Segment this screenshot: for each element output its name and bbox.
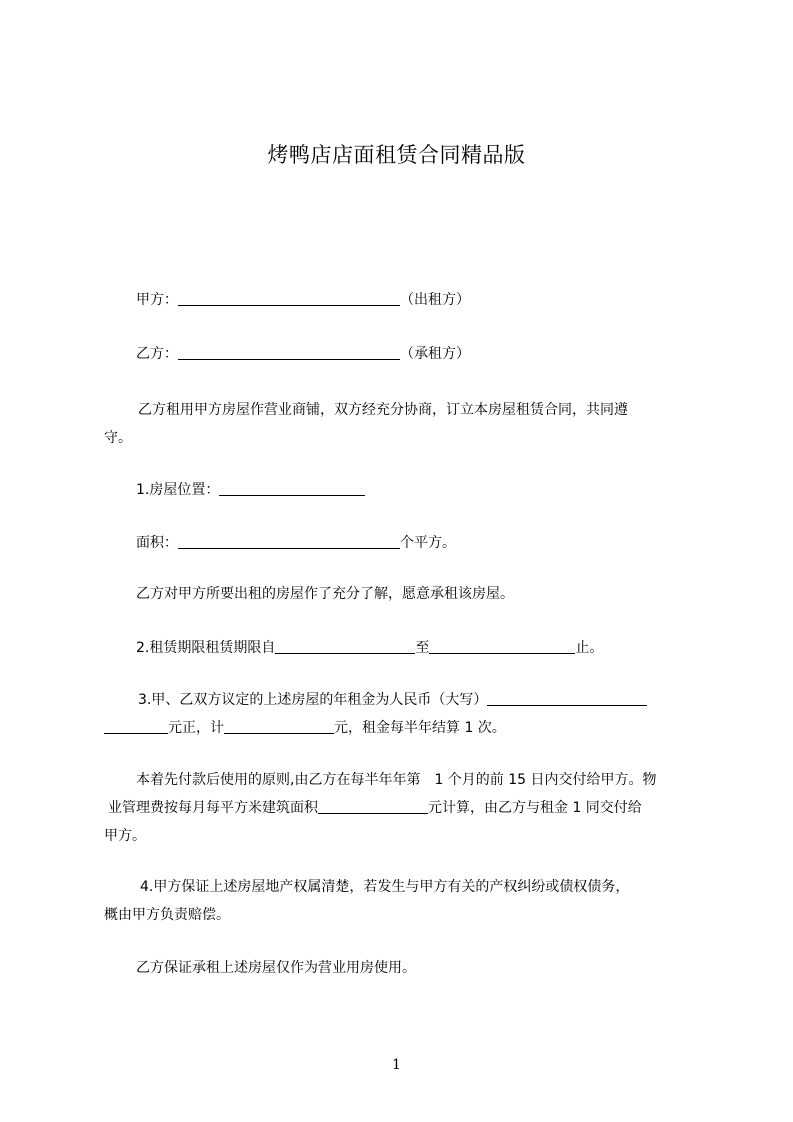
intro-line-1: 乙方租用甲方房屋作营业商铺，双方经充分协商，订立本房屋租赁合同，共同遵	[138, 402, 628, 418]
clause-2-label: 2.租赁期限租赁期限自	[136, 640, 276, 656]
party-a-blank	[178, 290, 400, 306]
management-fee-blank	[318, 798, 428, 814]
clause-2-to: 至	[415, 640, 430, 656]
party-b-role: （承租方）	[400, 346, 470, 362]
area-unit: 个平方。	[400, 535, 456, 551]
term-end-blank	[429, 638, 575, 654]
document-title: 烤鸭店店面租赁合同精品版	[267, 143, 526, 167]
clause-3-tail: 元，租金每半年结算 1 次。	[334, 720, 506, 736]
area-line	[104, 529, 704, 557]
clause-1-location	[104, 476, 704, 504]
payment-line-3: 甲方。	[104, 828, 146, 844]
rent-uppercase-blank-2	[104, 718, 168, 734]
intro-paragraph	[104, 396, 704, 452]
rent-amount-blank	[224, 718, 334, 734]
party-b-line	[104, 340, 704, 368]
usage-line	[104, 954, 704, 982]
party-a-label: 甲方：	[136, 292, 178, 308]
payment-line-1: 本着先付款后使用的原则,由乙方在每半年年第 1 个月的前 15 日内交付给甲方。物	[136, 772, 657, 788]
party-b-blank	[178, 344, 400, 360]
payment-line-2-head: 业管理费按每月每平方米建筑面积	[108, 800, 318, 816]
location-blank	[219, 480, 365, 496]
clause-3-line-1: 3.甲、乙双方议定的上述房屋的年租金为人民币（大写）	[138, 692, 488, 708]
page-number: 1	[392, 1057, 401, 1073]
intro-line-2: 守。	[104, 430, 132, 446]
payment-paragraph	[104, 766, 704, 850]
payment-line-2-tail: 元计算，由乙方与租金 1 同交付给	[428, 800, 642, 816]
party-b-label: 乙方：	[136, 346, 178, 362]
understanding-text: 乙方对甲方所要出租的房屋作了充分了解，愿意承租该房屋。	[136, 586, 514, 602]
clause-4-title	[104, 873, 704, 929]
term-start-blank	[275, 638, 415, 654]
clause-1-label: 1.房屋位置：	[136, 482, 220, 498]
rent-uppercase-blank-1	[487, 690, 647, 706]
usage-text: 乙方保证承租上述房屋仅作为营业用房使用。	[136, 960, 416, 976]
area-label: 面积：	[136, 535, 178, 551]
clause-2-term	[104, 634, 704, 662]
clause-4-line-1: 4.甲方保证上述房屋地产权属清楚，若发生与甲方有关的产权纠纷或债权债务，	[140, 879, 630, 895]
clause-4-line-2: 概由甲方负责赔偿。	[104, 907, 230, 923]
clause-2-end: 止。	[575, 640, 604, 656]
clause-3-yuan-zheng: 元正，计	[168, 720, 224, 736]
understanding-line	[104, 580, 704, 608]
clause-3-rent	[104, 686, 704, 742]
party-a-line	[104, 286, 704, 314]
party-a-role: （出租方）	[400, 292, 470, 308]
area-blank	[178, 533, 400, 549]
